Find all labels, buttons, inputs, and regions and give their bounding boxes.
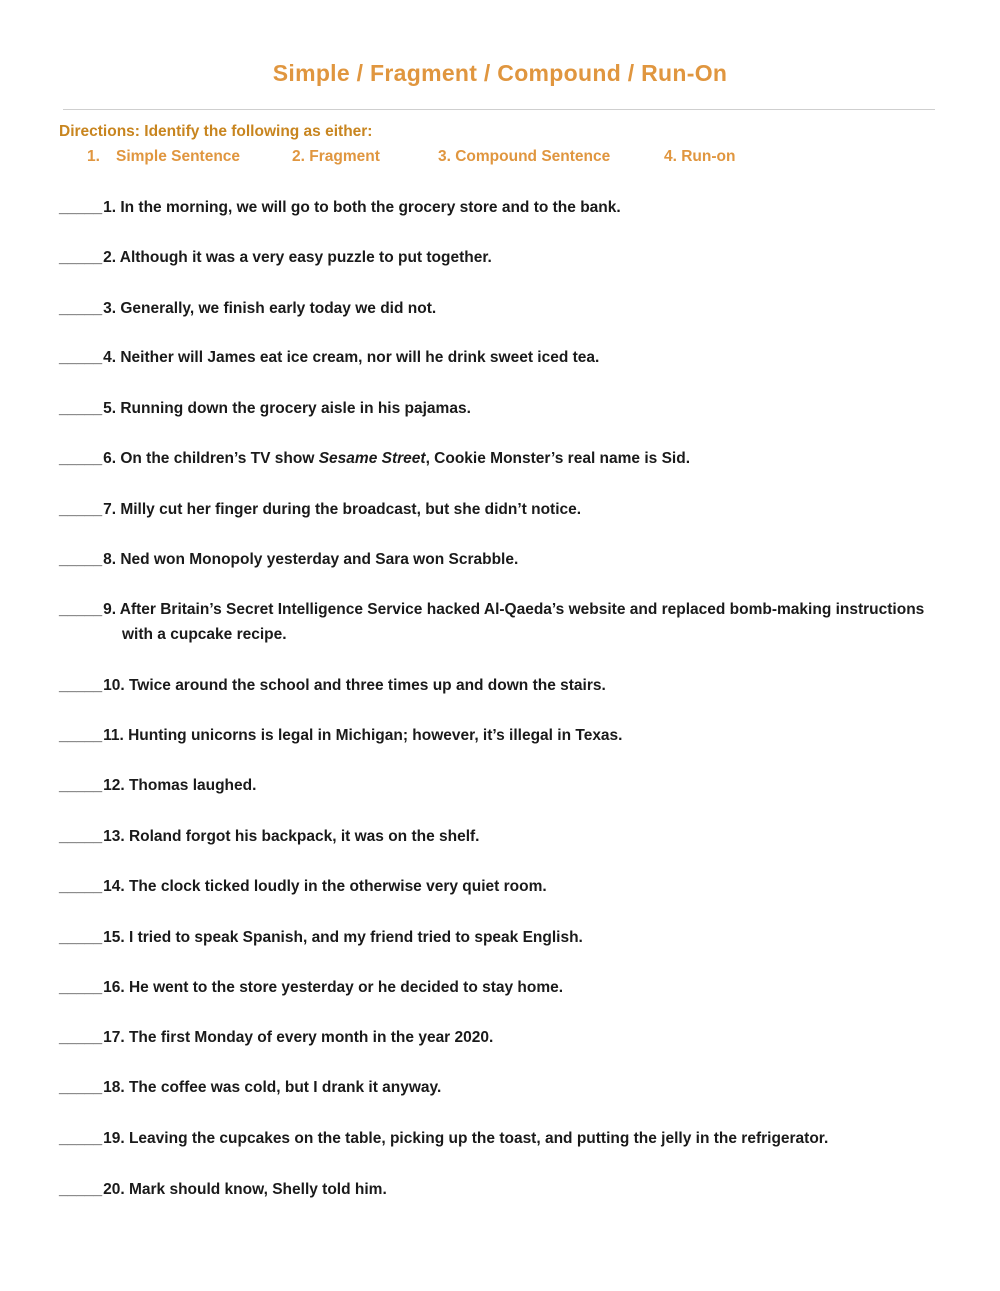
option-label: 4. Run-on [664, 148, 736, 165]
question-text-pre: 6. On the children’s TV show [103, 450, 319, 467]
answer-blank[interactable]: _____ [59, 979, 103, 996]
answer-blank[interactable]: _____ [59, 199, 103, 216]
question-text-post: , Cookie Monster’s real name is Sid. [425, 450, 691, 467]
question-13 [59, 824, 949, 849]
option-label: Simple Sentence [116, 148, 241, 165]
question-11 [59, 723, 949, 748]
question-text: 5. Running down the grocery aisle in his pajamas. [103, 400, 471, 417]
question-text: 4. Neither will James eat ice cream, nor will he drink sweet iced tea. [103, 349, 600, 366]
question-text: 8. Ned won Monopoly yesterday and Sara won Scrabble. [103, 551, 519, 568]
question-text: 12. Thomas laughed. [103, 777, 257, 794]
answer-blank[interactable]: _____ [59, 727, 103, 744]
question-text: 10. Twice around the school and three times up and down the stairs. [103, 677, 606, 694]
question-text: 3. Generally, we finish early today we did not. [103, 300, 437, 317]
answer-blank[interactable]: _____ [59, 349, 103, 366]
answer-options [0, 148, 1000, 170]
question-text: 20. Mark should know, Shelly told him. [103, 1181, 387, 1198]
question-17 [59, 1025, 949, 1050]
answer-blank[interactable]: _____ [59, 300, 103, 317]
option-fragment [292, 148, 380, 166]
answer-blank[interactable]: _____ [59, 878, 103, 895]
answer-blank[interactable]: _____ [59, 828, 103, 845]
question-text: 11. Hunting unicorns is legal in Michigan; however, it’s illegal in Texas. [103, 727, 623, 744]
title-divider [63, 109, 935, 110]
question-text: 2. Although it was a very easy puzzle to put together. [103, 249, 492, 266]
question-text: 1. In the morning, we will go to both the grocery store and to the bank. [103, 199, 621, 216]
question-text: 13. Roland forgot his backpack, it was on the shelf. [103, 828, 480, 845]
answer-blank[interactable]: _____ [59, 400, 103, 417]
show-title: Sesame Street [318, 450, 426, 467]
question-10 [59, 673, 949, 698]
question-18 [59, 1075, 949, 1100]
option-label: 3. Compound Sentence [438, 148, 611, 165]
answer-blank[interactable]: _____ [59, 450, 103, 467]
answer-blank[interactable]: _____ [59, 1130, 103, 1147]
question-9 [59, 597, 949, 647]
option-compound-sentence [438, 148, 610, 166]
question-text: 9. After Britain’s Secret Intelligence Service hacked Al-Qaeda’s website and replaced bomb-making instructions [103, 601, 925, 618]
question-1 [59, 195, 949, 220]
answer-blank[interactable]: _____ [59, 1181, 103, 1198]
question-20 [59, 1177, 949, 1202]
question-text: 14. The clock ticked loudly in the otherwise very quiet room. [103, 878, 547, 895]
answer-blank[interactable]: _____ [59, 551, 103, 568]
question-16 [59, 975, 949, 1000]
question-4 [59, 345, 949, 370]
question-12 [59, 773, 949, 798]
directions: Directions: Identify the following as either: [59, 123, 373, 140]
answer-blank[interactable]: _____ [59, 249, 103, 266]
question-7 [59, 497, 949, 522]
answer-blank[interactable]: _____ [59, 1029, 103, 1046]
question-6 [59, 446, 949, 471]
question-14 [59, 874, 949, 899]
answer-blank[interactable]: _____ [59, 501, 103, 518]
option-run-on [664, 148, 735, 166]
question-15 [59, 925, 949, 950]
question-text-continued: with a cupcake recipe. [122, 626, 287, 643]
answer-blank[interactable]: _____ [59, 929, 103, 946]
option-label: 2. Fragment [292, 148, 380, 165]
answer-blank[interactable]: _____ [59, 1079, 103, 1096]
question-8 [59, 547, 949, 572]
question-19 [59, 1126, 949, 1151]
answer-blank[interactable]: _____ [59, 677, 103, 694]
page-title: Simple / Fragment / Compound / Run-On [272, 60, 728, 86]
question-text: 16. He went to the store yesterday or he decided to stay home. [103, 979, 564, 996]
question-3 [59, 296, 949, 321]
answer-blank[interactable]: _____ [59, 777, 103, 794]
question-text: 17. The first Monday of every month in the year 2020. [103, 1029, 494, 1046]
question-2 [59, 245, 949, 270]
question-text: 15. I tried to speak Spanish, and my friend tried to speak English. [103, 929, 583, 946]
question-text: 19. Leaving the cupcakes on the table, picking up the toast, and putting the jelly in the refrigerator. [103, 1130, 829, 1147]
question-5 [59, 396, 949, 421]
option-simple-sentence [87, 148, 240, 166]
question-text: 18. The coffee was cold, but I drank it anyway. [103, 1079, 442, 1096]
answer-blank[interactable]: _____ [59, 601, 103, 618]
question-text: 7. Milly cut her finger during the broadcast, but she didn’t notice. [103, 501, 582, 518]
option-number: 1. [87, 148, 100, 165]
